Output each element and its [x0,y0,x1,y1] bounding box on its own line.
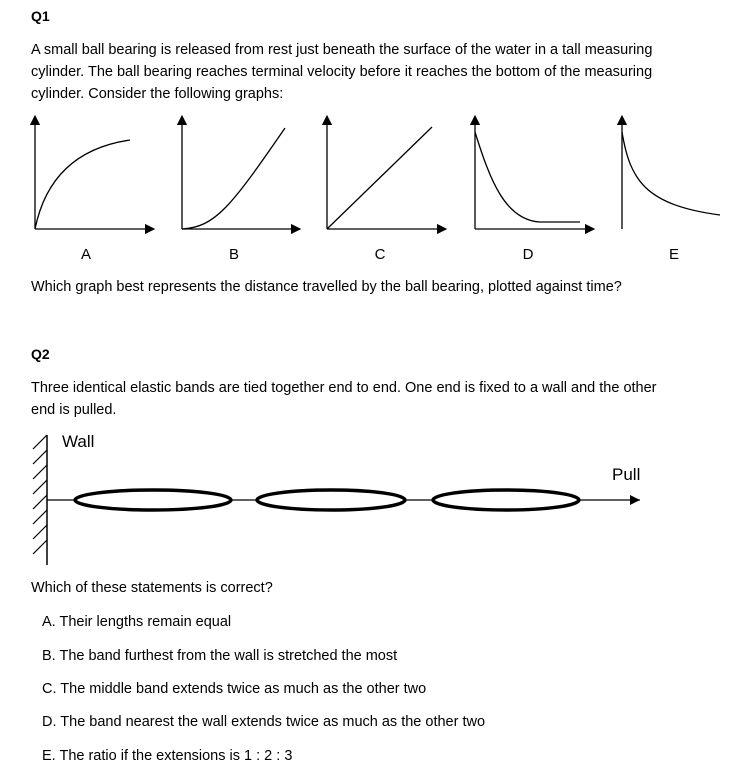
q2-stem-line-2: end is pulled. [31,402,117,418]
graph-label-a: A [80,246,91,263]
graph-e [622,120,720,229]
graph-label-b: B [228,246,239,263]
elastic-band-1 [75,490,231,510]
q1-heading: Q1 [31,8,50,24]
elastic-band-3 [433,490,579,510]
pull-arrow-head [630,495,640,505]
q2-question: Which of these statements is correct? [31,580,273,596]
elastic-band-2 [257,490,405,510]
q2-option-d: D. The band nearest the wall extends twice as much as the other two [42,714,486,730]
graph-c [327,120,442,229]
q1-question: Which graph best represents the distance travelled by the ball bearing, plotted against time? [31,279,622,295]
q1-stem-line-2: cylinder. The ball bearing reaches terminal velocity before it reaches the bottom of the measuring [31,64,653,80]
graph-b [182,120,296,229]
q2-option-a: A. Their lengths remain equal [42,614,232,630]
graph-label-d: D [522,246,534,263]
q2-stem-line-1: Three identical elastic bands are tied together end to end. One end is fixed to a wall and the other [31,380,657,396]
q2-option-e: E. The ratio if the extensions is 1 : 2 : 3 [42,748,293,764]
wall-label: Wall [62,432,95,451]
q1-graphs [0,110,745,240]
graph-d [475,120,590,229]
graph-label-e: E [668,246,679,263]
wall [33,435,47,565]
q1-stem-line-1: A small ball bearing is released from rest just beneath the surface of the water in a tall measuring [31,42,653,58]
graph-a [35,120,150,229]
q2-option-b: B. The band furthest from the wall is stretched the most [42,648,398,664]
q1-stem-line-3: cylinder. Consider the following graphs: [31,86,284,102]
q2-heading: Q2 [31,346,50,362]
q2-option-c: C. The middle band extends twice as much as the other two [42,681,427,697]
graph-label-c: C [374,246,386,263]
q1-stem [31,39,731,105]
q2-stem [31,377,731,421]
pull-label: Pull [612,465,641,484]
elastic-bands-diagram [0,430,745,570]
